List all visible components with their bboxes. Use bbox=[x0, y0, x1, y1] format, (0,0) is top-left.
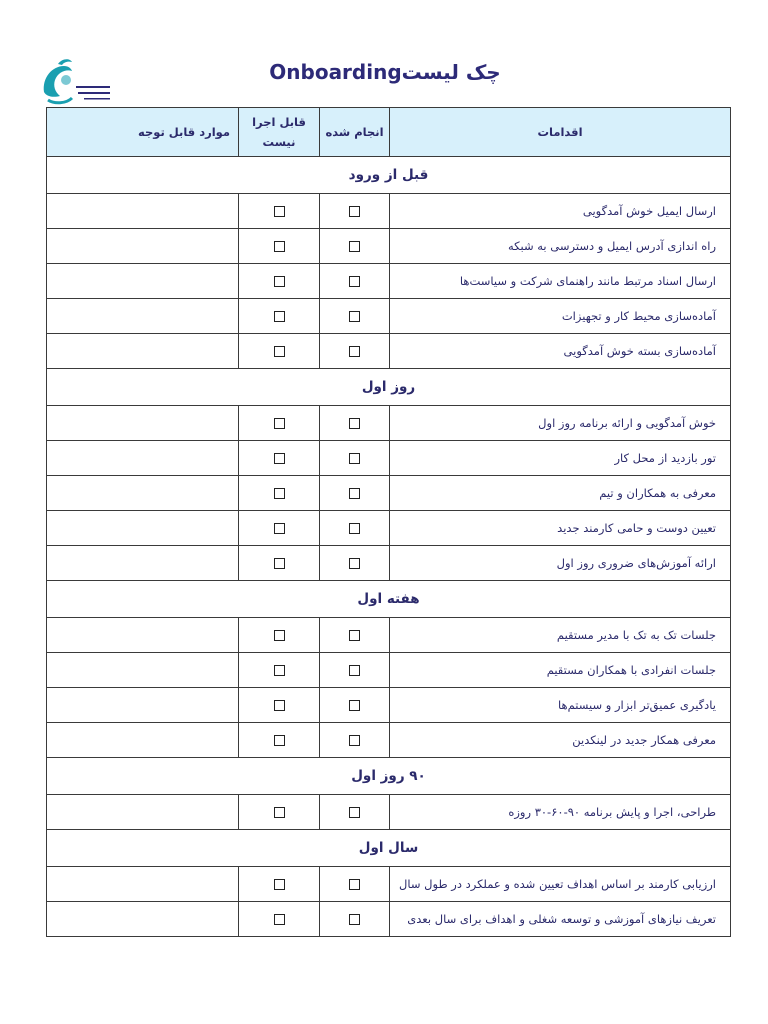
done-checkbox[interactable] bbox=[349, 276, 360, 287]
done-checkbox[interactable] bbox=[349, 453, 360, 464]
done-checkbox-cell bbox=[320, 406, 390, 441]
not-applicable-checkbox[interactable] bbox=[274, 453, 285, 464]
section-title: ۹۰ روز اول bbox=[47, 758, 731, 795]
done-checkbox[interactable] bbox=[349, 700, 360, 711]
not-applicable-checkbox-cell bbox=[239, 795, 320, 830]
done-checkbox-cell bbox=[320, 618, 390, 653]
not-applicable-checkbox-cell bbox=[239, 299, 320, 334]
page-title: چک لیستOnboarding bbox=[269, 60, 501, 84]
action-text: آماده‌سازی محیط کار و تجهیزات bbox=[390, 299, 731, 334]
done-checkbox-cell bbox=[320, 229, 390, 264]
notes-cell[interactable] bbox=[47, 406, 239, 441]
not-applicable-checkbox[interactable] bbox=[274, 807, 285, 818]
section-row bbox=[47, 758, 731, 795]
section-row bbox=[47, 830, 731, 867]
table-row bbox=[47, 229, 731, 264]
done-checkbox-cell bbox=[320, 264, 390, 299]
table-row bbox=[47, 688, 731, 723]
not-applicable-checkbox[interactable] bbox=[274, 914, 285, 925]
header-not-applicable: قابل اجرا نیست bbox=[239, 108, 320, 157]
not-applicable-checkbox-cell bbox=[239, 511, 320, 546]
done-checkbox[interactable] bbox=[349, 807, 360, 818]
notes-cell[interactable] bbox=[47, 618, 239, 653]
notes-cell[interactable] bbox=[47, 299, 239, 334]
not-applicable-checkbox[interactable] bbox=[274, 523, 285, 534]
table-row bbox=[47, 441, 731, 476]
notes-cell[interactable] bbox=[47, 476, 239, 511]
action-text: ارسال اسناد مرتبط مانند راهنمای شرکت و سیاست‌ها bbox=[390, 264, 731, 299]
table-row bbox=[47, 723, 731, 758]
done-checkbox[interactable] bbox=[349, 241, 360, 252]
notes-cell[interactable] bbox=[47, 902, 239, 937]
table-row bbox=[47, 194, 731, 229]
notes-cell[interactable] bbox=[47, 194, 239, 229]
table-row bbox=[47, 264, 731, 299]
done-checkbox-cell bbox=[320, 653, 390, 688]
notes-cell[interactable] bbox=[47, 264, 239, 299]
not-applicable-checkbox[interactable] bbox=[274, 311, 285, 322]
table-row bbox=[47, 406, 731, 441]
done-checkbox-cell bbox=[320, 902, 390, 937]
table-header-row bbox=[47, 108, 731, 157]
table-row bbox=[47, 299, 731, 334]
action-text: جلسات تک به تک با مدیر مستقیم bbox=[390, 618, 731, 653]
action-text: تعریف نیازهای آموزشی و توسعه شغلی و اهداف برای سال بعدی bbox=[390, 902, 731, 937]
header-done: انجام شده bbox=[320, 108, 390, 157]
done-checkbox-cell bbox=[320, 795, 390, 830]
not-applicable-checkbox-cell bbox=[239, 867, 320, 902]
table-row bbox=[47, 618, 731, 653]
done-checkbox-cell bbox=[320, 511, 390, 546]
section-row bbox=[47, 581, 731, 618]
done-checkbox-cell bbox=[320, 476, 390, 511]
section-title: هفته اول bbox=[47, 581, 731, 618]
done-checkbox-cell bbox=[320, 546, 390, 581]
notes-cell[interactable] bbox=[47, 334, 239, 369]
not-applicable-checkbox[interactable] bbox=[274, 206, 285, 217]
not-applicable-checkbox-cell bbox=[239, 229, 320, 264]
not-applicable-checkbox[interactable] bbox=[274, 665, 285, 676]
not-applicable-checkbox[interactable] bbox=[274, 879, 285, 890]
done-checkbox[interactable] bbox=[349, 418, 360, 429]
action-text: آماده‌سازی بسته خوش آمدگویی bbox=[390, 334, 731, 369]
action-text: جلسات انفرادی با همکاران مستقیم bbox=[390, 653, 731, 688]
not-applicable-checkbox[interactable] bbox=[274, 276, 285, 287]
not-applicable-checkbox-cell bbox=[239, 334, 320, 369]
not-applicable-checkbox[interactable] bbox=[274, 418, 285, 429]
notes-cell[interactable] bbox=[47, 441, 239, 476]
done-checkbox[interactable] bbox=[349, 879, 360, 890]
table-row bbox=[47, 334, 731, 369]
not-applicable-checkbox[interactable] bbox=[274, 346, 285, 357]
done-checkbox[interactable] bbox=[349, 346, 360, 357]
action-text: ارزیابی کارمند بر اساس اهداف تعیین شده و عملکرد در طول سال bbox=[390, 867, 731, 902]
action-text: ارسال ایمیل خوش آمدگویی bbox=[390, 194, 731, 229]
not-applicable-checkbox-cell bbox=[239, 406, 320, 441]
action-text: ارائه آموزش‌های ضروری روز اول bbox=[390, 546, 731, 581]
action-text: تور بازدید از محل کار bbox=[390, 441, 731, 476]
table-row bbox=[47, 546, 731, 581]
not-applicable-checkbox-cell bbox=[239, 546, 320, 581]
done-checkbox[interactable] bbox=[349, 630, 360, 641]
notes-cell[interactable] bbox=[47, 688, 239, 723]
notes-cell[interactable] bbox=[47, 867, 239, 902]
onboarding-checklist-table bbox=[46, 107, 731, 937]
not-applicable-checkbox[interactable] bbox=[274, 630, 285, 641]
action-text: راه اندازی آدرس ایمیل و دسترسی به شبکه bbox=[390, 229, 731, 264]
table-row bbox=[47, 867, 731, 902]
done-checkbox-cell bbox=[320, 688, 390, 723]
done-checkbox-cell bbox=[320, 299, 390, 334]
not-applicable-checkbox[interactable] bbox=[274, 700, 285, 711]
done-checkbox-cell bbox=[320, 867, 390, 902]
action-text: خوش آمدگویی و ارائه برنامه روز اول bbox=[390, 406, 731, 441]
done-checkbox-cell bbox=[320, 194, 390, 229]
section-title: قبل از ورود bbox=[47, 157, 731, 194]
table-row bbox=[47, 476, 731, 511]
not-applicable-checkbox-cell bbox=[239, 688, 320, 723]
not-applicable-checkbox[interactable] bbox=[274, 735, 285, 746]
done-checkbox-cell bbox=[320, 723, 390, 758]
done-checkbox[interactable] bbox=[349, 311, 360, 322]
not-applicable-checkbox-cell bbox=[239, 723, 320, 758]
notes-cell[interactable] bbox=[47, 653, 239, 688]
not-applicable-checkbox-cell bbox=[239, 653, 320, 688]
section-row bbox=[47, 157, 731, 194]
not-applicable-checkbox-cell bbox=[239, 476, 320, 511]
table-row bbox=[47, 511, 731, 546]
not-applicable-checkbox-cell bbox=[239, 194, 320, 229]
not-applicable-checkbox-cell bbox=[239, 618, 320, 653]
notes-cell[interactable] bbox=[47, 511, 239, 546]
header-actions: اقدامات bbox=[390, 108, 731, 157]
done-checkbox[interactable] bbox=[349, 665, 360, 676]
done-checkbox[interactable] bbox=[349, 914, 360, 925]
table-row bbox=[47, 653, 731, 688]
not-applicable-checkbox-cell bbox=[239, 902, 320, 937]
done-checkbox[interactable] bbox=[349, 735, 360, 746]
section-title: سال اول bbox=[47, 830, 731, 867]
section-title: روز اول bbox=[47, 369, 731, 406]
done-checkbox[interactable] bbox=[349, 523, 360, 534]
not-applicable-checkbox-cell bbox=[239, 264, 320, 299]
academy-logo bbox=[38, 56, 114, 108]
action-text: معرفی به همکاران و تیم bbox=[390, 476, 731, 511]
not-applicable-checkbox-cell bbox=[239, 441, 320, 476]
not-applicable-checkbox[interactable] bbox=[274, 488, 285, 499]
done-checkbox[interactable] bbox=[349, 488, 360, 499]
action-text: معرفی همکار جدید در لینکدین bbox=[390, 723, 731, 758]
done-checkbox[interactable] bbox=[349, 558, 360, 569]
notes-cell[interactable] bbox=[47, 546, 239, 581]
not-applicable-checkbox[interactable] bbox=[274, 241, 285, 252]
done-checkbox-cell bbox=[320, 441, 390, 476]
action-text: یادگیری عمیق‌تر ابزار و سیستم‌ها bbox=[390, 688, 731, 723]
table-row bbox=[47, 795, 731, 830]
table-row bbox=[47, 902, 731, 937]
header-notes: موارد قابل توجه bbox=[47, 108, 239, 157]
section-row bbox=[47, 369, 731, 406]
done-checkbox[interactable] bbox=[349, 206, 360, 217]
notes-cell[interactable] bbox=[47, 723, 239, 758]
notes-cell[interactable] bbox=[47, 229, 239, 264]
notes-cell[interactable] bbox=[47, 795, 239, 830]
checklist-body bbox=[47, 157, 731, 937]
action-text: طراحی، اجرا و پایش برنامه ۹۰-۶۰-۳۰ روزه bbox=[390, 795, 731, 830]
not-applicable-checkbox[interactable] bbox=[274, 558, 285, 569]
done-checkbox-cell bbox=[320, 334, 390, 369]
action-text: تعیین دوست و حامی کارمند جدید bbox=[390, 511, 731, 546]
